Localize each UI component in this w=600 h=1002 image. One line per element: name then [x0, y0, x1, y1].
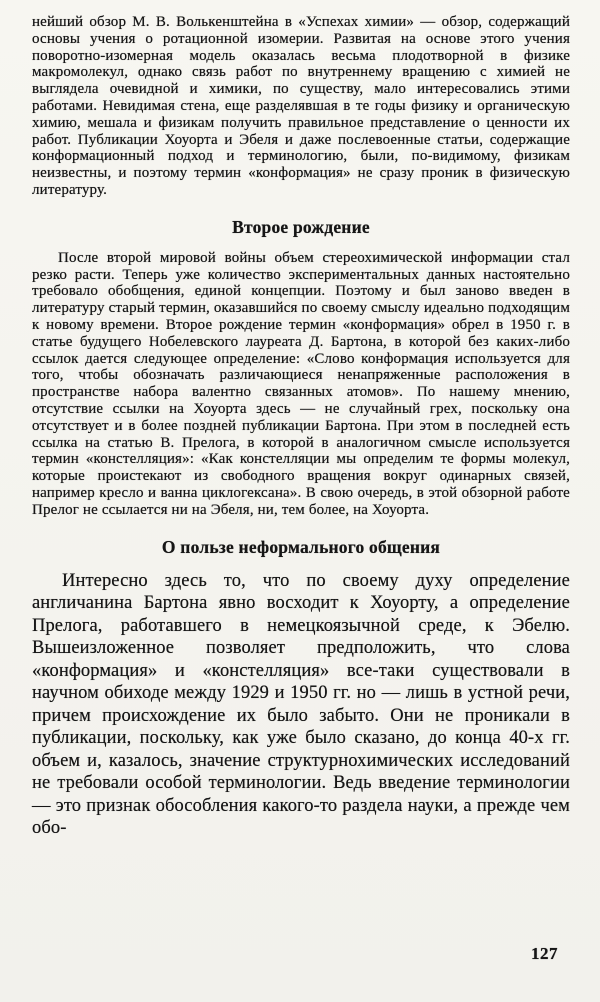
section-heading-second-birth: Второе рождение [232, 216, 370, 237]
section-paragraph-informal-communication: Интересно здесь то, что по своему духу определение англичанина Бартона явно восходит к Хоуорту, а определение Прелога, работавшего в немецкоязычной среде, к Эбелю. Вышеизложенное позволяет предположить, что слова «конформация» и «констелляция» все-таки существовали в научном обиходе между 1929 и 1950 гг. но — лишь в устной речи, причем происхождение их было забыто. Они не проникали в публикации, поскольку, как уже было сказано, до конца 40-х гг. объем и, казалось, значение структурнохимических исследований не требовали особой терминологии. Ведь введение терминологии — это признак обособления какого-то раздела науки, а прежде чем обо- [32, 570, 570, 839]
page-number: 127 [531, 944, 558, 963]
continuation-paragraph: нейший обзор М. В. Волькенштейна в «Успехах химии» — обзор, содержащий основы учения о ротационной изомерии. Развитая на основе этого учения поворотно-изомерная модель оказалась весьма плодотворной в физике макромолекул, однако связь работ по внутреннему вращению с химией не выглядела очевидной и химики, по существу, мало интересовались этими работами. Невидимая стена, еще разделявшая в те годы физику и органическую химию, мешала и физикам получить правильное представление о ценности их работ. Публикации Хоуорта и Эбеля и даже послевоенные статьи, содержащие конформационный подход и терминологию, были, по-видимому, физикам неизвестны, и поэтому термин «конформация» не сразу проник в физическую литературу. [32, 14, 570, 198]
section-paragraph-second-birth: После второй мировой войны объем стереохимической информации стал резко расти. Теперь уже количество экспериментальных данных настоятельно требовало обобщения, единой концепции. Поэтому и был заново введен в литературу старый термин, оказавшийся по своему смыслу идеально подходящим к новому времени. Второе рождение термин «конформация» обрел в 1950 г. в статье будущего Нобелевского лауреата Д. Бартона, в которой без каких-либо ссылок дается следующее определение: «Слово конформация используется для того, чтобы обозначать различающиеся ненапряженные расположения в пространстве набора валентно связанных атомов». По нашему мнению, отсутствие ссылки на Хоуорта здесь — не случайный грех, поскольку она отсутствует и в более поздней публикации Бартона. При этом в последней есть ссылка на статью В. Прелога, в которой в аналогичном смысле используется термин «констелляция»: «Как констелляции мы определим те формы молекул, которые проистекают из свободного вращения вокруг одинарных связей, например кресло и ванна циклогексана». В свою очередь, в этой обзорной работе Прелог не ссылается ни на Эбеля, ни, тем более, на Хоуорта. [32, 249, 570, 518]
section-heading-informal-communication: О пользе неформального общения [161, 536, 441, 557]
